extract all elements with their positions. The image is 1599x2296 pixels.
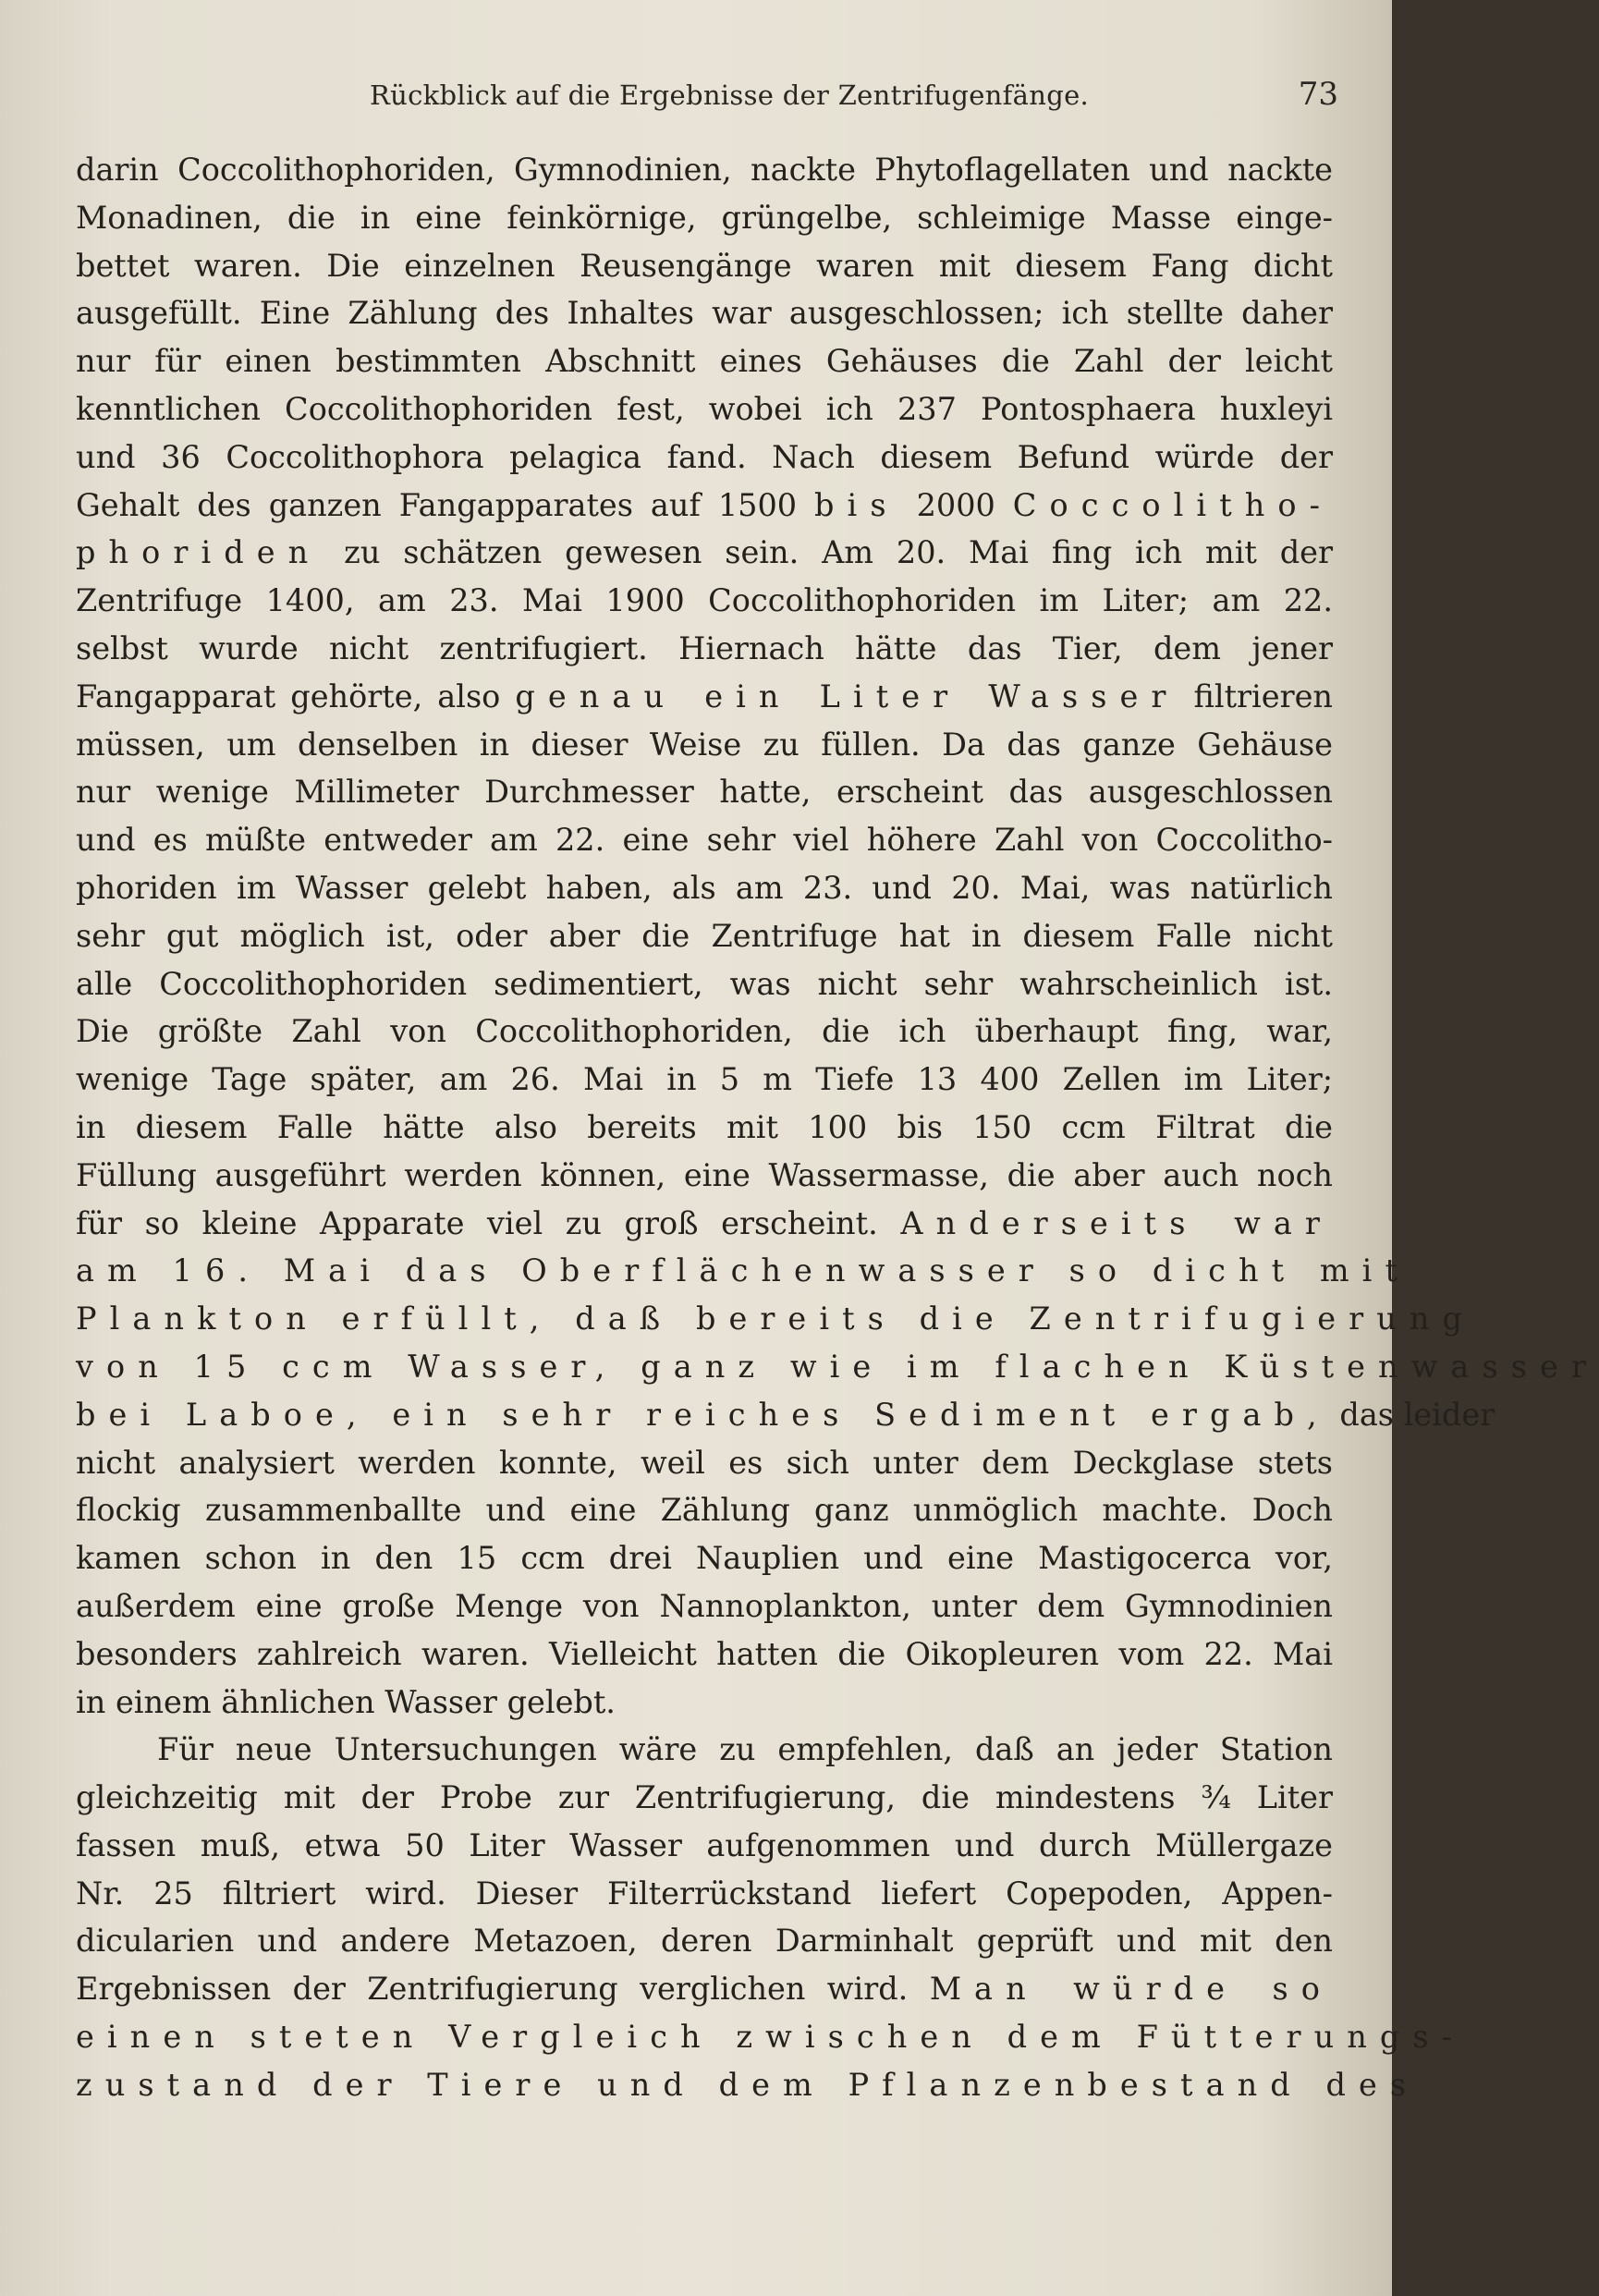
line-text: Die größte Zahl von Coccolithophoriden, die ich überhaupt fing, war, xyxy=(76,1013,1333,1050)
line-text: kamen schon in den 15 ccm drei Nauplien und eine Mastigocerca vor, xyxy=(76,1540,1333,1577)
text-line xyxy=(76,673,1333,721)
spaced-emphasis: genau ein Liter Wasser xyxy=(515,678,1179,714)
text-line xyxy=(76,434,1333,482)
text-line xyxy=(76,2061,1420,2109)
line-text: dicularien und andere Metazoen, deren Darminhalt geprüft und mit den xyxy=(76,1923,1333,1960)
line-text: und es müßte entweder am 22. eine sehr viel höhere Zahl von Coccolitho- xyxy=(76,822,1333,859)
text-line xyxy=(76,1774,1333,1822)
text-line xyxy=(76,242,1333,290)
text-line xyxy=(76,1679,1333,1727)
line-text: Monadinen, die in eine feinkörnige, grüngelbe, schleimige Masse einge- xyxy=(76,199,1333,236)
line-text: für so kleine Apparate viel zu groß erscheint. xyxy=(76,1204,901,1241)
line-text: zu schätzen gewesen sein. Am 20. Mai fing ich mit der xyxy=(321,534,1333,571)
line-text: außerdem eine große Menge von Nannoplankton, unter dem Gymnodinien xyxy=(76,1587,1333,1624)
line-text: Fangapparat gehörte, also xyxy=(76,678,516,714)
line-text: Gehalt des ganzen Fangapparates auf 1500 xyxy=(76,486,815,523)
text-line xyxy=(76,1534,1333,1582)
line-text: das leider xyxy=(1329,1396,1495,1433)
text-line xyxy=(76,1439,1333,1487)
line-text: filtrieren xyxy=(1178,678,1334,714)
text-line xyxy=(76,1726,1333,1774)
page-number: 73 xyxy=(1298,76,1338,113)
spaced-emphasis: bis xyxy=(814,486,899,523)
text-line xyxy=(76,1343,1599,1391)
text-line xyxy=(76,577,1333,625)
spaced-emphasis: bei Laboe, ein sehr reiches Sediment ergab, xyxy=(76,1396,1330,1433)
spaced-emphasis: phoriden xyxy=(76,534,322,571)
text-line xyxy=(76,529,1333,577)
line-text: phoriden im Wasser gelebt haben, als am 23. und 20. Mai, was natürlich xyxy=(76,869,1333,906)
text-line xyxy=(76,1104,1333,1152)
line-text: bettet waren. Die einzelnen Reusengänge waren mit diesem Fang dicht xyxy=(76,247,1333,284)
line-text: Für neue Untersuchungen wäre zu empfehlen, daß an jeder Station xyxy=(157,1731,1333,1768)
spaced-emphasis: Man würde so xyxy=(929,1971,1334,2008)
line-text: selbst wurde nicht zentrifugiert. Hiernach hätte das Tier, dem jener xyxy=(76,629,1333,666)
text-line xyxy=(76,1152,1333,1200)
text-line xyxy=(76,1965,1333,2013)
spaced-emphasis: Anderseits war xyxy=(900,1204,1333,1241)
text-line xyxy=(76,912,1333,960)
spaced-emphasis: von 15 ccm Wasser, ganz wie im flachen Küstenwasser xyxy=(76,1348,1599,1385)
line-text: kenntlichen Coccolithophoriden fest, wobei ich 237 Pontosphaera huxleyi xyxy=(76,390,1333,427)
text-line xyxy=(76,625,1333,673)
line-text: fassen muß, etwa 50 Liter Wasser aufgenommen und durch Müllergaze xyxy=(76,1826,1333,1863)
text-line xyxy=(76,1295,1476,1343)
text-line xyxy=(76,482,1333,530)
text-line xyxy=(76,146,1333,194)
text-line xyxy=(76,1822,1333,1870)
line-text: nur wenige Millimeter Durchmesser hatte, erscheint das ausgeschlossen xyxy=(76,774,1333,811)
text-line xyxy=(76,1391,1495,1439)
text-line xyxy=(76,337,1333,385)
text-line xyxy=(76,721,1333,769)
text-line xyxy=(76,1917,1333,1965)
line-text: Füllung ausgeführt werden können, eine Wassermasse, die aber auch noch xyxy=(76,1156,1333,1193)
spaced-emphasis: Coccolitho- xyxy=(1012,486,1334,523)
body-text xyxy=(76,146,1599,2109)
text-line xyxy=(76,816,1333,864)
line-text: wenige Tage später, am 26. Mai in 5 m Tiefe 13 400 Zellen im Liter; xyxy=(76,1061,1333,1098)
text-line xyxy=(76,1200,1333,1248)
line-text: in einem ähnlichen Wasser gelebt. xyxy=(76,1683,616,1720)
line-text: Zentrifuge 1400, am 23. Mai 1900 Coccolithophoriden im Liter; am 22. xyxy=(76,582,1333,619)
text-line xyxy=(76,1008,1333,1056)
line-text: alle Coccolithophoriden sedimentiert, was nicht sehr wahrscheinlich ist. xyxy=(76,965,1333,1002)
line-text: gleichzeitig mit der Probe zur Zentrifugierung, die mindestens ¾ Liter xyxy=(76,1779,1333,1816)
line-text: nur für einen bestimmten Abschnitt eines Gehäuses die Zahl der leicht xyxy=(76,343,1333,380)
line-text: ausgefüllt. Eine Zählung des Inhaltes war ausgeschlossen; ich stellte daher xyxy=(76,295,1333,332)
line-text: Nr. 25 filtriert wird. Dieser Filterrückstand liefert Copepoden, Appen- xyxy=(76,1875,1333,1911)
text-line xyxy=(76,1870,1333,1918)
line-text: besonders zahlreich waren. Vielleicht hatten die Oikopleuren vom 22. Mai xyxy=(76,1635,1333,1672)
text-line xyxy=(76,289,1333,337)
text-line xyxy=(76,960,1333,1008)
line-text: Ergebnissen der Zentrifugierung verglichen wird. xyxy=(76,1971,930,2008)
spaced-emphasis: am 16. Mai das Oberflächenwasser so dicht mit xyxy=(76,1252,1411,1289)
line-text: in diesem Falle hätte also bereits mit 100 bis 150 ccm Filtrat die xyxy=(76,1108,1333,1145)
text-line xyxy=(76,1056,1333,1104)
text-line xyxy=(76,1582,1333,1630)
page-header xyxy=(0,74,1392,129)
text-line xyxy=(76,864,1333,912)
text-line xyxy=(76,2013,1466,2061)
text-line xyxy=(76,1486,1333,1534)
line-text: darin Coccolithophoriden, Gymnodinien, nackte Phytoflagellaten und nackte xyxy=(76,152,1333,188)
line-text: müssen, um denselben in dieser Weise zu füllen. Da das ganze Gehäuse xyxy=(76,726,1333,763)
line-text: 2000 xyxy=(898,486,1013,523)
running-head: Rückblick auf die Ergebnisse der Zentrifugenfänge. xyxy=(370,79,1090,111)
text-line xyxy=(76,194,1333,242)
line-text: nicht analysiert werden konnte, weil es sich unter dem Deckglase stets xyxy=(76,1444,1333,1481)
spaced-emphasis: Plankton erfüllt, daß bereits die Zentrifugierung xyxy=(76,1301,1476,1337)
spaced-emphasis: zustand der Tiere und dem Pflanzenbestand des xyxy=(76,2066,1420,2103)
line-text: sehr gut möglich ist, oder aber die Zentrifuge hat in diesem Falle nicht xyxy=(76,917,1333,954)
text-line xyxy=(76,768,1333,816)
text-line xyxy=(76,385,1333,434)
spaced-emphasis: einen steten Vergleich zwischen dem Fütterungs- xyxy=(76,2019,1466,2056)
text-line xyxy=(76,1247,1411,1295)
text-line xyxy=(76,1630,1333,1679)
line-text: und 36 Coccolithophora pelagica fand. Nach diesem Befund würde der xyxy=(76,438,1333,475)
line-text: flockig zusammenballte und eine Zählung ganz unmöglich machte. Doch xyxy=(76,1492,1333,1529)
